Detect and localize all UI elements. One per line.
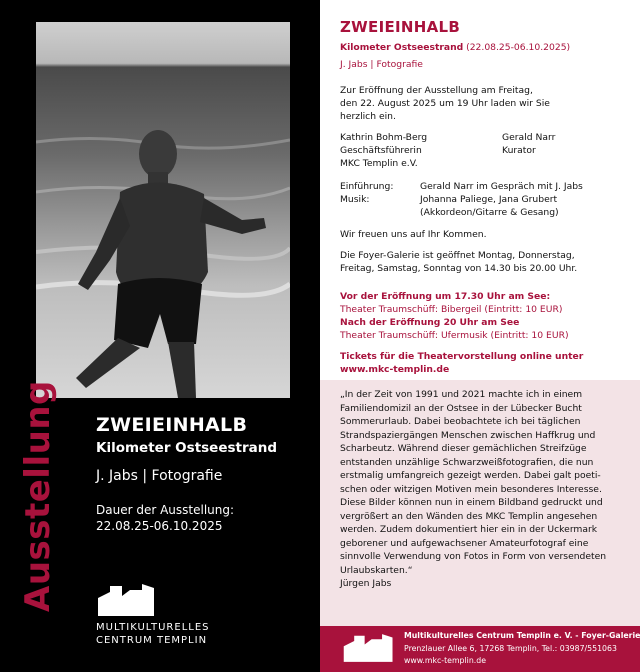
duration-label: Dauer der Ausstellung: xyxy=(96,503,235,517)
invite-line-1: Zur Eröffnung der Ausstellung am Freitag, xyxy=(340,85,533,96)
quote-line: Strandspaziergängen Menschen zwischen Haffkrug und xyxy=(340,429,596,441)
tickets-line-1: Tickets für die Theatervorstellung online unter xyxy=(340,351,584,362)
quote-line: geborener und aufgewachsener Amateurfotograf eine xyxy=(340,537,589,549)
host2-name: Gerald Narr xyxy=(502,132,556,143)
beach-photo xyxy=(36,22,290,398)
invite-line-2: den 22. August 2025 um 19 Uhr laden wir Sie xyxy=(340,98,550,109)
exhibition-subtitle: Kilometer Ostseestrand xyxy=(96,440,278,456)
quote-line: erstmalig umfangreich gezeigt werden. Dabei galt poeti- xyxy=(340,470,601,481)
host2-role: Kurator xyxy=(502,145,536,156)
before-opening-event: Theater Traumschüff: Bibergeil (Eintritt: 10 EUR) xyxy=(340,304,563,315)
logo-text-line2: CENTRUM TEMPLIN xyxy=(96,635,208,646)
info-subtitle-line xyxy=(340,41,570,55)
quote-line: Diese Bilder können nun in einem Bildband gedruckt und xyxy=(340,497,603,508)
hours-line-1: Die Foyer-Galerie ist geöffnet Montag, Donnerstag, xyxy=(340,250,575,261)
quote-line: entstanden unzählige Schwarzweißfotografien, die nun xyxy=(340,456,594,468)
info-title: ZWEIEINHALB xyxy=(340,18,461,36)
quote-signature: Jürgen Jabs xyxy=(340,578,392,589)
after-opening-event: Theater Traumschüff: Ufermusik (Eintritt: 10 EUR) xyxy=(340,330,569,341)
invite-line-3: herzlich ein. xyxy=(340,111,396,122)
looking-forward: Wir freuen uns auf Ihr Kommen. xyxy=(340,229,487,240)
quote-line: werden. Zudem dokumentiert hier ein in der Uckermark xyxy=(340,524,598,535)
host1-org: MKC Templin e.V. xyxy=(340,158,418,169)
music-value-1: Johanna Paliege, Jana Grubert xyxy=(420,194,558,205)
quote-box xyxy=(320,380,640,626)
footer-address: Prenzlauer Allee 6, 17268 Templin, Tel.: 03987/551063 xyxy=(404,644,617,653)
after-opening-label: Nach der Eröffnung 20 Uhr am See xyxy=(340,317,520,328)
tickets-link[interactable]: www.mkc-templin.de xyxy=(340,364,450,375)
music-label: Musik: xyxy=(340,194,370,205)
info-subtitle-dates: (22.08.25-06.10.2025) xyxy=(463,42,571,53)
footer-bar xyxy=(320,626,640,672)
exhibition-author: J. Jabs | Fotografie xyxy=(96,468,223,484)
vertical-title-ausstellung: Ausstellung xyxy=(18,380,58,612)
footer-logo-icon xyxy=(342,632,396,664)
right-column xyxy=(320,0,640,672)
footer-website[interactable]: www.mkc-templin.de xyxy=(404,656,487,665)
host1-role: Geschäftsführerin xyxy=(340,145,422,156)
photo-illustration xyxy=(36,22,290,398)
quote-line: sinnvolle Verwendung von Fotos in Form von versendeten xyxy=(340,551,607,562)
before-opening-label: Vor der Eröffnung um 17.30 Uhr am See: xyxy=(340,291,551,302)
intro-value: Gerald Narr im Gespräch mit J. Jabs xyxy=(420,181,583,192)
quote-line: Urlaubskarten.“ xyxy=(340,564,413,576)
info-subtitle: Kilometer Ostseestrand xyxy=(340,42,464,53)
quote-line: Scharbeutz. Während dieser gemächlichen Streifzüge xyxy=(340,443,587,454)
quote-line: „In der Zeit von 1991 und 2021 machte ich in einem xyxy=(340,389,583,400)
hours-line-2: Freitag, Samstag, Sonntag von 14.30 bis 20.00 Uhr. xyxy=(340,263,578,274)
host1-name: Kathrin Bohm-Berg xyxy=(340,132,428,143)
logo-text-line1: MULTIKULTURELLES xyxy=(96,622,210,633)
mkc-logo-icon xyxy=(96,582,158,618)
duration-dates: 22.08.25-06.10.2025 xyxy=(96,519,223,533)
footer-org: Multikulturelles Centrum Templin e. V. - Foyer-Galerie xyxy=(404,631,640,640)
quote-line: vergrößert an den Wänden des MKC Templin angesehen xyxy=(340,510,598,522)
quote-line: Sommerurlaub. Dabei beobachtete ich bei täglichen xyxy=(340,416,581,427)
music-value-2: (Akkordeon/Gitarre & Gesang) xyxy=(420,207,559,218)
info-author: J. Jabs | Fotografie xyxy=(340,59,423,70)
exhibition-title: ZWEIEINHALB xyxy=(96,414,248,436)
intro-label: Einführung: xyxy=(340,181,394,192)
quote-line: schen oder witzigen Motiven mein besonderes Interesse. xyxy=(340,483,602,495)
quote-line: Familiendomizil an der Ostsee in der Lübecker Bucht xyxy=(340,402,582,414)
